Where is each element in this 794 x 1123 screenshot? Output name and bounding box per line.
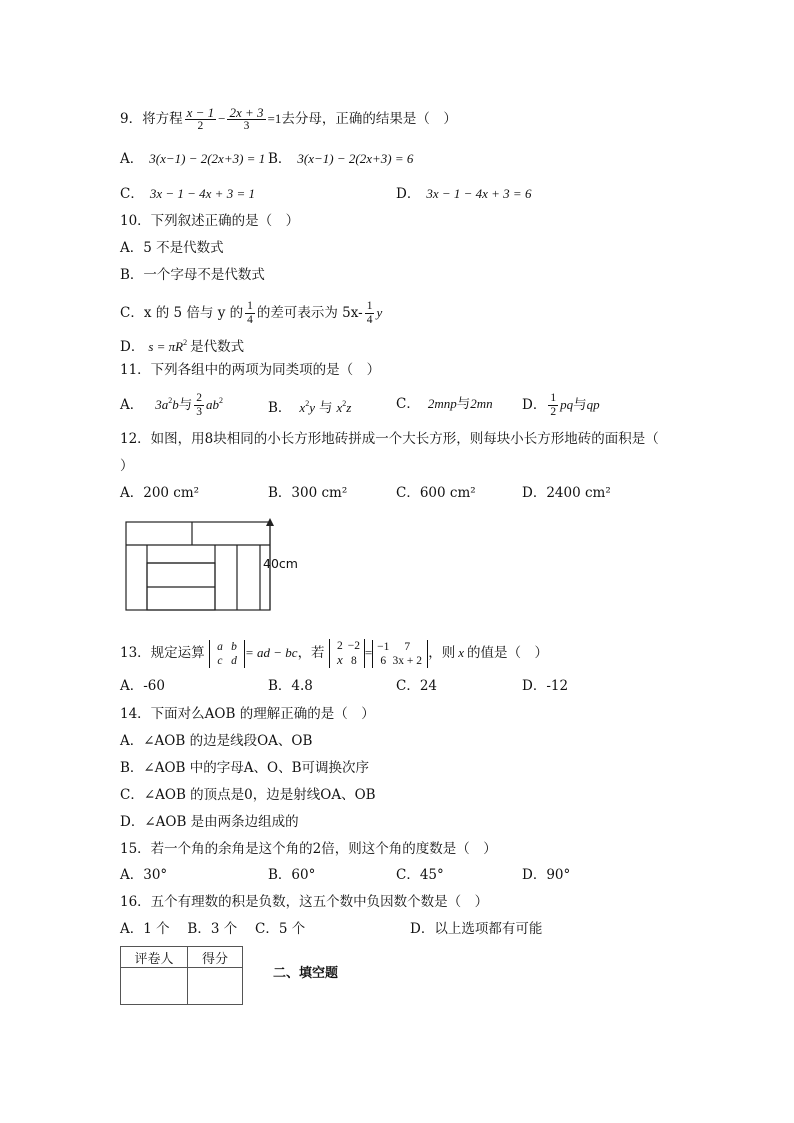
grader-header: 评卷人 [121,947,188,968]
q12-option-a[interactable]: A．200 cm² [120,485,200,501]
q9-option-a[interactable]: A． 3(x−1) − 2(2x+3) = 1 [120,151,266,167]
q10-fraction-quarter: $\frac{1}{4}$ [247,300,253,326]
q9-option-c[interactable]: C． 3x − 1 − 4x + 3 = 1 [120,186,255,202]
q15-option-d[interactable]: D．90° [522,867,571,883]
q12-option-c[interactable]: C．600 cm² [396,485,476,501]
determinant-left: 2 −2 x 8 [329,639,365,668]
q15-option-c[interactable]: C．45° [396,867,444,883]
q10-fraction-quarter-2: $\frac{1}{4}$ [366,300,373,326]
q13-option-d[interactable]: D．-12 [522,678,569,694]
q13-option-b[interactable]: B．4.8 [268,678,313,694]
dimension-label: 40cm [263,556,298,571]
q12-option-d[interactable]: D．2400 cm² [522,485,611,501]
q15-option-b[interactable]: B．60° [268,867,316,883]
q9-prefix: 9．将方程 [120,111,183,127]
q11-option-a[interactable]: A． $3a^2b$与 $\frac{2}{3}$ $ab^2$ [120,392,223,418]
q14-stem: 14．下面对么AOB 的理解正确的是（ ） [120,706,375,722]
q10-option-d[interactable]: D． $s = \pi R^2$ 是代数式 [120,338,245,355]
q9-fraction-2: $\frac{2x + 3}{3}$ [229,105,264,132]
q9-option-b[interactable]: B． 3(x−1) − 2(2x+3) = 6 [268,151,414,167]
determinant-right: −1 7 6 3x + 2 [372,640,428,668]
q11-fraction-two-thirds: $\frac{2}{3}$ [196,392,202,418]
section-title: 二、填空题 [273,966,339,981]
q16-stem: 16．五个有理数的积是负数，这五个数中负因数个数是（ ） [120,894,489,910]
score-header: 得分 [188,947,243,968]
q14-option-c[interactable]: C．∠AOB 的顶点是0，边是射线OA、OB [120,787,376,803]
q15-option-a[interactable]: A．30° [120,867,168,883]
q10-option-c[interactable]: C．x 的 5 倍与 y 的 $\frac{1}{4}$ 的差可表示为 5x- $\frac{1}{4}$ y [120,300,383,326]
outer-rectangle [126,522,270,610]
q11-option-b[interactable]: B． $x^2y$ 与 $x^2z$ [268,399,352,416]
grader-cell[interactable] [121,968,188,1005]
q14-option-b[interactable]: B．∠AOB 中的字母A、O、B可调换次序 [120,760,369,776]
q9-stem: 9．将方程 $\frac{x - 1}{2}$ − $\frac{2x + 3}{3}$ =1去分母，正确的结果是（ ） [120,105,457,132]
score-table [120,946,243,1005]
q12-stem-line1: 12．如图，用8块相同的小长方形地砖拼成一个大长方形，则每块小长方形地砖的面积是（ [120,431,659,447]
q16-option-d[interactable]: D．以上选项都有可能 [410,921,543,937]
determinant-definition: a b c d [209,640,245,668]
q16-options-abc[interactable]: A．1 个 B．3 个 C．5 个 [120,921,306,937]
q13-option-c[interactable]: C．24 [396,678,438,694]
q11-option-d[interactable]: D． $\frac{1}{2}$ pq与qp [522,392,600,418]
q10-stem: 10．下列叙述正确的是（ ） [120,213,300,229]
q15-stem: 15．若一个角的余角是这个角的2倍，则这个角的度数是（ ） [120,841,497,857]
q9-fraction-1: $\frac{x - 1}{2}$ [186,105,215,132]
q12-option-b[interactable]: B．300 cm² [268,485,348,501]
q14-option-a[interactable]: A．∠AOB 的边是线段OA、OB [120,733,313,749]
q11-option-c[interactable]: C． 2mnp与2mn [396,396,493,412]
q13-option-a[interactable]: A．-60 [120,678,165,694]
q13-stem: 13．规定运算 a b c d = ad − bc，若 2 −2 x 8 = −1 7 6 3x + 2 ，则 x 的值是（ ） [120,640,548,667]
q9-option-d[interactable]: D． 3x − 1 − 4x + 3 = 6 [396,186,532,202]
q10-option-a[interactable]: A．5 不是代数式 [120,240,224,256]
score-cell[interactable] [188,968,243,1005]
q14-option-d[interactable]: D．∠AOB 是由两条边组成的 [120,814,299,830]
q11-fraction-half: $\frac{1}{2}$ [550,392,557,418]
q10-option-b[interactable]: B．一个字母不是代数式 [120,267,265,283]
q12-stem-line2: ） [120,458,134,474]
q11-stem: 11．下列各组中的两项为同类项的是（ ） [120,362,381,378]
